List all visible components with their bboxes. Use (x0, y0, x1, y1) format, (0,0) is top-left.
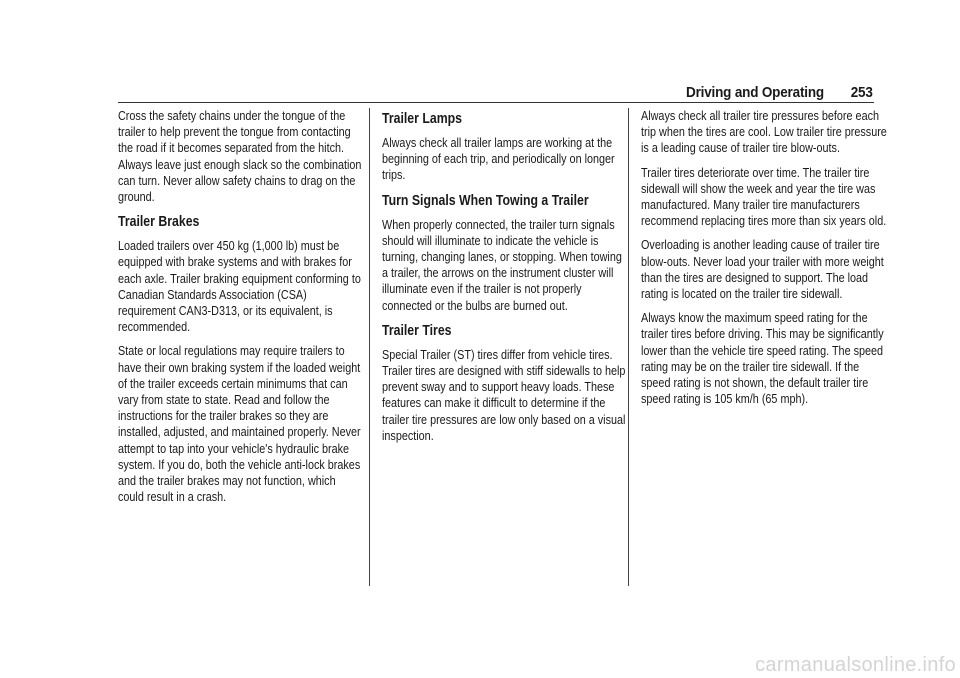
column-divider (628, 108, 629, 586)
text-column-middle (382, 108, 657, 452)
paragraph: Always check all trailer lamps are working at the beginning of each trip, and periodically on longer trips. (382, 135, 615, 183)
section-title: Driving and Operating (686, 84, 824, 101)
section-heading: Trailer Tires (382, 321, 452, 339)
watermark: carmanualsonline.info (755, 654, 956, 676)
paragraph: Trailer tires deteriorate over time. The trailer tire sidewall will show the week and year the tire was manufactured. Many trailer tire manufacturers recommend replacing tires more than six years old. (641, 164, 887, 229)
paragraph: Always check all trailer tire pressures before each trip when the tires are cool. Low trailer tire pressure is a leading cause of trailer tire blow-outs. (641, 108, 887, 156)
paragraph: Special Trailer (ST) tires differ from vehicle tires. Trailer tires are designed with stiff sidewalls to help prevent sway and to support heavy loads. These features can make it difficult to determine if the trailer tire pressures are low only based on a visual inspection. (382, 346, 626, 443)
paragraph: Overloading is another leading cause of trailer tire blow-outs. Never load your trailer with more weight than the tires are designed to support. The load rating is located on the trailer tire sidewall. (641, 237, 884, 302)
paragraph: When properly connected, the trailer turn signals should will illuminate to indicate the vehicle is turning, changing lanes, or stopping. When towing a trailer, the arrows on the instrument cluster will illuminate even if the trailer is not properly connected or the bulbs are burned out. (382, 216, 622, 313)
section-heading: Trailer Brakes (118, 213, 200, 231)
column-divider (369, 108, 370, 586)
text-column-right (641, 108, 916, 415)
page-number: 253 (850, 84, 873, 101)
paragraph: State or local regulations may require trailers to have their own braking system if the loaded weight of the trailer exceeds certain minimums that can vary from state to state. Read and follow the instructions for the trailer brakes so they are installed, adjusted, and maintained properly. Never attempt to tap into your vehicle's hydraulic brake system. If you do, both the vehicle anti-lock brakes and the trailer brakes may not function, which could result in a crash. (118, 343, 361, 505)
section-heading: Turn Signals When Towing a Trailer (382, 191, 589, 209)
paragraph: Cross the safety chains under the tongue of the trailer to help prevent the tongue from contacting the road if it becomes separated from the hitch. Always leave just enough slack so the combination can turn. Never allow safety chains to drag on the ground. (118, 108, 362, 205)
paragraph: Always know the maximum speed rating for the trailer tires before driving. This may be significantly lower than the vehicle tire speed rating. The speed rating may be on the trailer tire sidewall. If the speed rating is not shown, the default trailer tire speed rating is 105 km/h (65 mph). (641, 310, 884, 407)
header-divider (118, 102, 874, 103)
paragraph: Loaded trailers over 450 kg (1,000 lb) must be equipped with brake systems and with brakes for each axle. Trailer braking equipment conforming to Canadian Standards Association (CSA) requirement CAN3-D313, or its equivalent, is recommended. (118, 238, 361, 335)
text-column-left (118, 108, 393, 513)
section-heading: Trailer Lamps (382, 110, 462, 127)
